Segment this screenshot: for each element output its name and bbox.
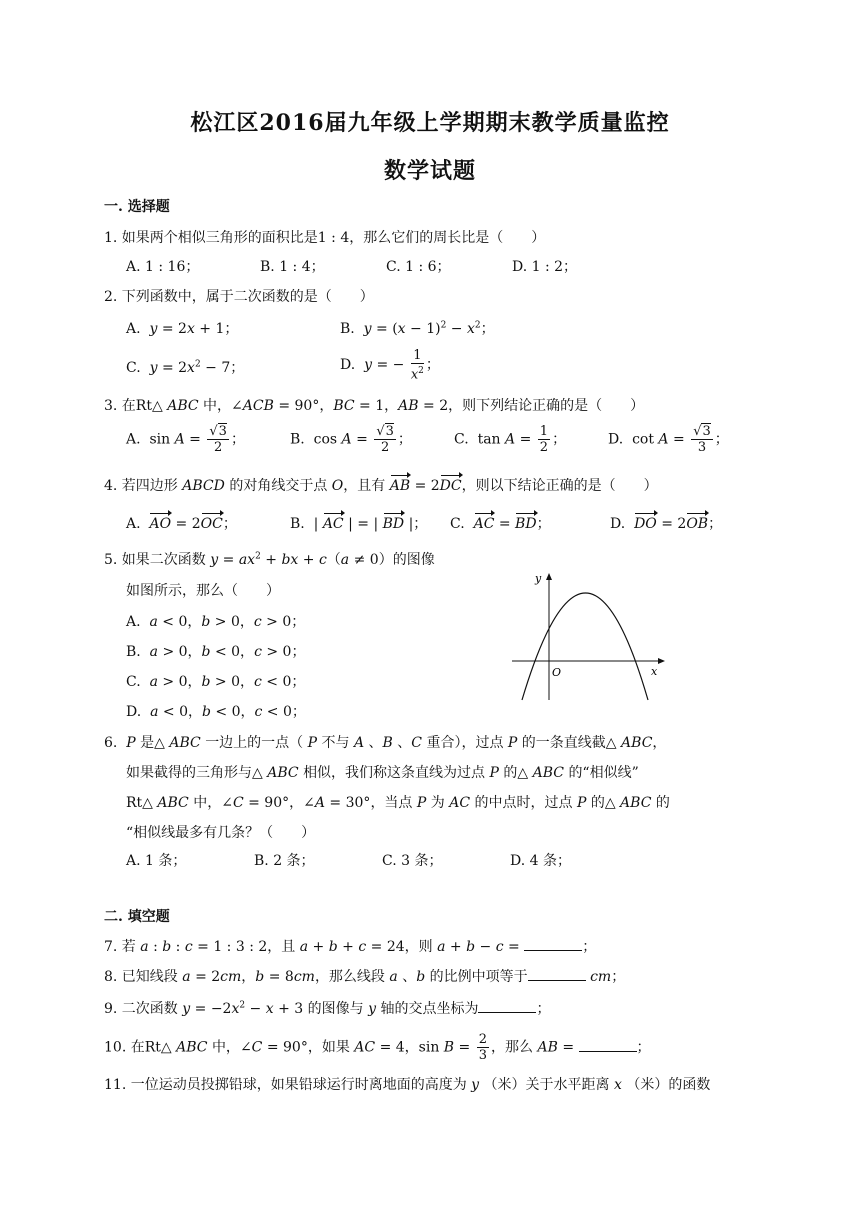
x-axis-label: x <box>651 665 658 678</box>
question-6-line-4: “相似线最多有几条？（ ） <box>126 825 316 841</box>
q1-option-b: B. 1 : 4； <box>260 259 325 275</box>
question-10: 10. 在Rt△ ABC 中，∠C = 90°，如果 AC = 4，sin B = $\frac{2}{3}$ ，那么 AB = ； <box>104 1032 651 1063</box>
q4-option-c: C. AC = BD； <box>450 516 551 532</box>
question-11: 11. 一位运动员投掷铅球，如果铅球运行时离地面的高度为 y （米）关于水平距离 x （米）的函数 <box>104 1077 711 1093</box>
q6-option-a: A. 1 条； <box>126 853 187 869</box>
question-3: 3. 在Rt△ ABC 中，∠ACB = 90°，BC = 1，AB = 2，则下列结论正确的是（ ） <box>104 398 645 414</box>
origin-label: O <box>552 666 562 679</box>
q2-option-d: D. y = − $\frac{1}{x^2}$ ； <box>340 348 440 383</box>
q2-option-c: C. $y = 2x^2 - 7$； <box>126 359 245 376</box>
question-5: 5. 如果二次函数 $y = ax^2$ + bx + c（a ≠ 0）的图像 <box>104 551 435 568</box>
q1-option-c: C. 1 : 6； <box>386 259 451 275</box>
q5-option-c: C. a > 0，b > 0，c < 0； <box>126 674 306 690</box>
q1-option-a: A. 1 : 16； <box>126 259 200 275</box>
q3-option-d: D. cot A = $\frac{√3}{3}$ ； <box>608 424 729 455</box>
section-heading-choice: 一. 选择题 <box>104 199 170 215</box>
q3-option-c: C. tan A = $\frac{1}{2}$ ； <box>454 424 567 455</box>
question-5-line-2: 如图所示，那么（ ） <box>126 583 280 599</box>
q4-option-a: A. AO = 2OC； <box>126 516 237 532</box>
q4-option-d: D. DO = 2OB； <box>610 516 723 532</box>
q5-option-b: B. a > 0，b < 0，c > 0； <box>126 644 306 660</box>
q6-option-c: C. 3 条； <box>382 853 443 869</box>
q2-option-b: B. $y = (x - 1)^2 - x^2$； <box>340 320 495 337</box>
q2-option-a: A. y = 2x + 1； <box>126 321 239 337</box>
page-subtitle: 数学试题 <box>383 158 476 184</box>
q4-option-b: B. | AC | = | BD |； <box>290 516 428 532</box>
parabola-curve <box>522 593 648 700</box>
q6-option-d: D. 4 条； <box>510 853 571 869</box>
question-7: 7. 若 a : b : c = 1 : 3 : 2，且 a + b + c = 24，则 a + b − c = ； <box>104 939 597 955</box>
q1-option-d: D. 1 : 2； <box>512 259 578 275</box>
question-4: 4. 若四边形 ABCD 的对角线交于点 O，且有 AB = 2DC，则以下结论正确的是（ ） <box>104 478 658 494</box>
question-6-line-3: Rt△ ABC 中，∠C = 90°，∠A = 30°，当点 P 为 AC 的中点时，过点 P 的△ ABC 的 <box>126 795 670 811</box>
q3-option-b: B. cos A = $\frac{√3}{2}$ ； <box>290 424 412 455</box>
q3-option-a: A. sin A = $\frac{√3}{2}$ ； <box>126 424 245 455</box>
q5-option-d: D. a < 0，b < 0，c < 0； <box>126 704 306 720</box>
question-6: 6. P 是△ ABC 一边上的一点（ P 不与 A 、B 、C 重合），过点 P 的一条直线截△ ABC， <box>104 735 667 751</box>
question-1: 1. 如果两个相似三角形的面积比是1 : 4，那么它们的周长比是（ ） <box>104 230 546 246</box>
section-heading-fill: 二. 填空题 <box>104 909 170 925</box>
y-axis-label: y <box>535 572 542 585</box>
question-9: 9. 二次函数 $y = -2x^2 - x + 3$ 的图像与 y 轴的交点坐标为 ； <box>104 1000 551 1017</box>
page-title: 松江区2016届九年级上学期期末教学质量监控 <box>190 110 670 136</box>
question-2: 2. 下列函数中，属于二次函数的是（ ） <box>104 289 374 305</box>
q6-option-b: B. 2 条； <box>254 853 315 869</box>
parabola-graph <box>508 568 668 703</box>
question-6-line-2: 如果截得的三角形与△ ABC 相似，我们称这条直线为过点 P 的△ ABC 的“相似线” <box>126 765 639 781</box>
q5-option-a: A. a < 0，b > 0，c > 0； <box>126 614 306 630</box>
question-8: 8. 已知线段 a = 2cm，b = 8cm，那么线段 a 、b 的比例中项等于 cm； <box>104 969 626 985</box>
